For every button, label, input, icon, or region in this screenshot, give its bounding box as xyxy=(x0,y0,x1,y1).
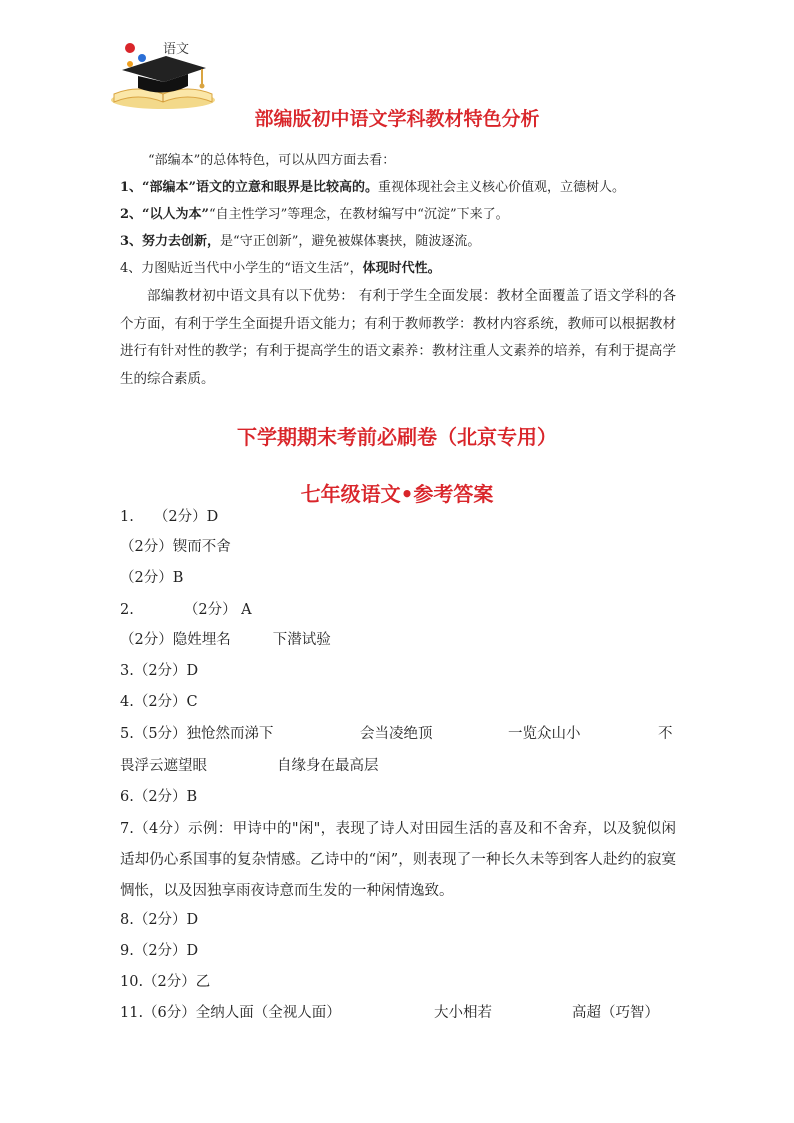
point-3 xyxy=(120,233,480,251)
point-2 xyxy=(120,206,509,224)
answer-5-part1: 5.（5分）独怆然而涕下 xyxy=(120,726,274,742)
exam-title: 下学期期末考前必刷卷（北京专用） xyxy=(237,425,557,449)
intro-paragraph: 部编教材初中语文具有以下优势： 有利于学生全面发展：教材全面覆盖了语文学科的各个方面，有利于学生全面提升语文能力；有利于教师教学：教材内容系统，教师可以根据教材进行有针对性的教学；有利于提高学生的语文素养：教材注重人文素养的培养，有利于提高学生的综合素质。 xyxy=(120,288,676,387)
answer-2-number: 2. xyxy=(120,602,134,618)
answer-11-part3: 高超（巧智） xyxy=(572,1005,659,1021)
answer-1-2: （2分）锲而不舍 xyxy=(120,539,231,555)
answer-1-3: （2分）B xyxy=(120,570,184,586)
answer-11-part1: 11.（6分）全纳人面（全视人面） xyxy=(120,1005,341,1021)
point-3-bold: 3、努力去创新， xyxy=(120,234,221,249)
answer-5-part2: 会当凌绝顶 xyxy=(360,726,433,742)
answer-8: 8.（2分）D xyxy=(120,912,199,928)
point-1-rest: 重视体现社会主义核心价值观，立德树人。 xyxy=(378,180,626,195)
answer-10: 10.（2分）乙 xyxy=(120,974,211,990)
answer-9: 9.（2分）D xyxy=(120,943,199,959)
point-2-rest: “自主性学习”等理念，在教材编写中“沉淀”下来了。 xyxy=(209,207,509,222)
point-1-bold: 1、“部编本”语文的立意和眼界是比较高的。 xyxy=(120,180,379,195)
answer-1-text: （2分）D xyxy=(153,509,219,525)
answer-2 xyxy=(120,600,252,620)
answer-5-part3: 一览众山小 xyxy=(508,726,581,742)
answer-5-cont-part2: 自缘身在最高层 xyxy=(277,758,379,774)
point-4-bold: 体现时代性。 xyxy=(362,261,441,276)
answer-5-cont xyxy=(120,756,379,776)
exam-subtitle: 七年级语文•参考答案 xyxy=(300,482,494,506)
answer-5-part4: 不 xyxy=(658,726,673,742)
answer-1 xyxy=(120,507,218,527)
page-title: 部编版初中语文学科教材特色分析 xyxy=(254,108,540,130)
answer-11-part2: 大小相若 xyxy=(434,1005,492,1021)
point-4 xyxy=(120,260,441,278)
intro-lead: “部编本”的总体特色，可以从四方面去看： xyxy=(148,153,396,168)
answer-3: 3.（2分）D xyxy=(120,663,199,679)
answer-2-2 xyxy=(120,630,331,650)
answer-5-cont-part1: 畏浮云遮望眼 xyxy=(120,758,207,774)
point-4-pre: 4、力图贴近当代中小学生的“语文生活”， xyxy=(120,261,363,276)
point-2-bold: 2、“以人为本” xyxy=(120,207,210,222)
answer-2-text: （2分） A xyxy=(183,602,252,618)
subject-label: 语文 xyxy=(163,42,190,57)
answer-7: 7.（4分）示例：甲诗中的"闲"，表现了诗人对田园生活的喜及和不舍弃，以及貌似闲适却仍心系国事的复杂情感。乙诗中的“闲”，则表现了一种长久未等到客人赴约的寂寞惆怅，以及因独享雨夜诗意而生发的一种闲情逸致。 xyxy=(120,821,676,899)
answer-1-number: 1. xyxy=(120,509,134,525)
point-3-rest: 是“守正创新”，避免被媒体裹挟，随波逐流。 xyxy=(220,234,481,249)
answer-4: 4.（2分）C xyxy=(120,694,198,710)
answer-2-2-part1: （2分）隐姓埋名 xyxy=(120,632,231,648)
point-1 xyxy=(120,179,625,197)
answer-6: 6.（2分）B xyxy=(120,789,198,805)
answer-2-2-part2: 下潜试验 xyxy=(272,632,331,648)
